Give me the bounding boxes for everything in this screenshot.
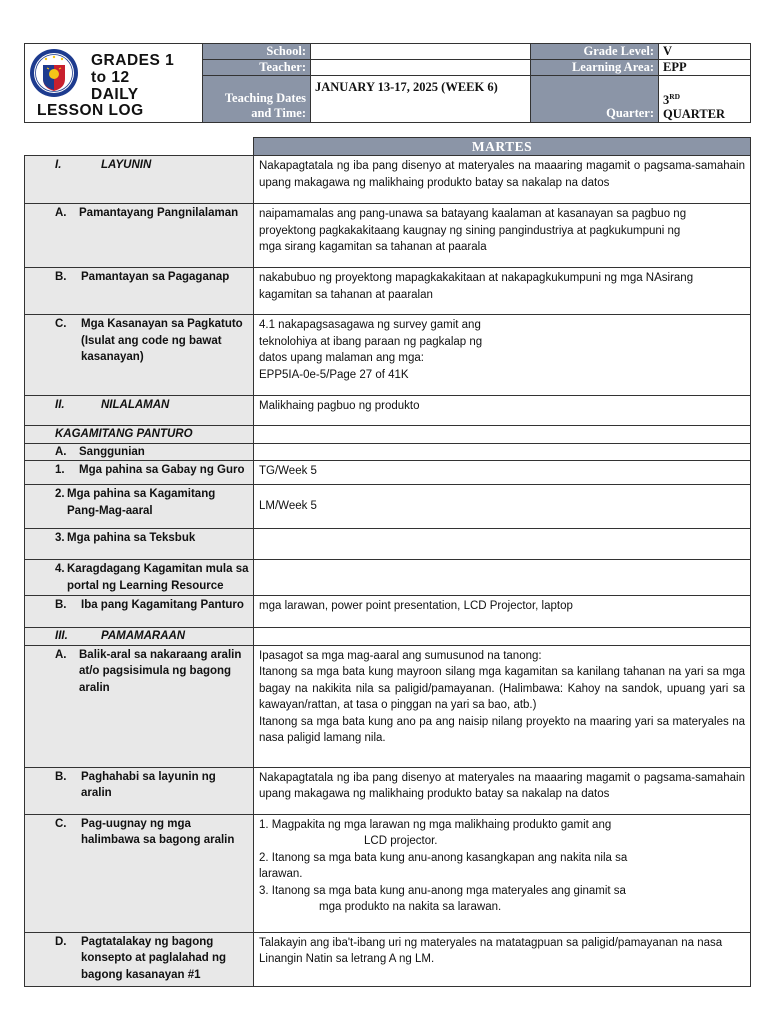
- pamamaraan-label-cell: [25, 628, 254, 646]
- item-label: Pamantayang Pangnilalaman: [79, 207, 239, 219]
- teaching-dates-value[interactable]: JANUARY 13-17, 2025 (WEEK 6): [311, 76, 531, 123]
- teacher-field[interactable]: [311, 60, 531, 76]
- pag-uugnay-label-cell: [25, 814, 254, 932]
- list-item: 1. Magpakita ng mga larawan ng mga malikhaing produkto gamit ang: [259, 818, 612, 831]
- teksbuk-label-cell: [25, 529, 254, 560]
- pangnilalaman-label-cell: [25, 204, 254, 268]
- item-label: Mga Kasanayan sa Pagkatuto (Isulat ang code ng bawat kasanayan): [81, 318, 243, 363]
- logo-title-cell: [25, 44, 203, 123]
- layunin-content[interactable]: Nakapagtatala ng iba pang disenyo at materyales na maaaring magamit o pagsama-samahain upang makagawa ng malikhaing produkto batay sa nakalap na datos: [254, 156, 751, 204]
- item-label: Pamantayan sa Pagaganap: [81, 271, 230, 283]
- grade-level-value[interactable]: V: [659, 44, 751, 60]
- deped-seal-icon: [29, 48, 79, 98]
- content-line: 4.1 nakapagsasagawa ng survey gamit ang: [259, 319, 481, 331]
- quarter-label: Quarter:: [531, 76, 659, 123]
- list-item: 2. Itanong sa mga bata kung anu-anong kasangkapan ang nakita nila sa: [259, 851, 628, 864]
- paghahabi-content[interactable]: Nakapagtatala ng iba pang disenyo at materyales na maaaring magamit o pagsama-samahain upang makagawa ng malikhaing produkto batay sa nakalap na datos: [254, 767, 751, 814]
- table-row: [25, 396, 751, 426]
- item-label: Sanggunian: [79, 445, 145, 458]
- section-number: III.: [55, 630, 68, 642]
- content-line: EPP5IA-0e-5/Page 27 of 41K: [259, 368, 409, 381]
- pangnilalaman-content[interactable]: [254, 204, 751, 268]
- content-paragraph: Itanong sa mga bata kung mayroon silang mga kagamitan sa kanilang tahanan na yari sa mga bagay na nakikita nila sa paligid/pamayanan. (Halimbawa: Kahoy na sandok, upuang yari sa kawayan/rattan, at tasa o pinggan na yari sa bao, atb.): [259, 666, 745, 711]
- quarter-word: QUARTER: [663, 107, 726, 121]
- item-label: Balik-aral sa nakaraang aralin at/o pagsisimula ng bagong aralin: [79, 648, 242, 694]
- lesson-log-title: GRADES 1 to 12 DAILY: [91, 52, 175, 103]
- table-row: [25, 767, 751, 814]
- quarter-number: 3: [663, 93, 670, 107]
- pagganap-label-cell: [25, 268, 254, 315]
- kasanayan-label-cell: [25, 315, 254, 396]
- table-row: [25, 932, 751, 986]
- item-label: Karagdagang Kagamitan mula sa portal ng Learning Resource: [67, 563, 249, 592]
- teaching-dates-label-line1: Teaching Dates: [224, 91, 306, 105]
- teaching-dates-label-line2: and Time:: [251, 106, 306, 120]
- item-number: 3.: [55, 532, 65, 544]
- karagdagang-label-cell: [25, 560, 254, 596]
- item-letter: B.: [55, 770, 67, 783]
- teacher-label: Teacher:: [203, 60, 311, 76]
- content-paragraph: Ipasagot sa mga mag-aaral ang sumusunod na tanong:: [259, 649, 542, 662]
- content-line: mga sirang kagamitan sa tahanan at paarala: [259, 241, 487, 253]
- item-letter: A.: [55, 445, 67, 458]
- section-number: II.: [55, 399, 65, 411]
- table-row: [25, 461, 751, 485]
- gabay-guro-content[interactable]: TG/Week 5: [254, 461, 751, 485]
- content-line: datos upang malaman ang mga:: [259, 352, 424, 364]
- layunin-label-cell: [25, 156, 254, 204]
- table-row: [25, 204, 751, 268]
- header-table: [24, 43, 751, 123]
- item-letter: C.: [55, 817, 67, 830]
- balik-aral-label-cell: [25, 645, 254, 767]
- list-item-continuation: mga produkto na nakita sa larawan.: [319, 901, 502, 913]
- item-label: Pag-uugnay ng mga halimbawa sa bagong aralin: [81, 817, 235, 846]
- item-label: Mga pahina sa Gabay ng Guro: [79, 464, 245, 476]
- quarter-suffix: RD: [669, 91, 681, 101]
- section-number: I.: [55, 159, 62, 171]
- lesson-log-title-last: LESSON LOG: [37, 102, 144, 119]
- item-label: Mga pahina sa Kagamitang Pang-Mag-aaral: [67, 488, 216, 517]
- quarter-value[interactable]: [659, 76, 751, 123]
- sanggunian-label-cell: [25, 443, 254, 461]
- item-label: Paghahabi sa layunin ng aralin: [81, 770, 216, 799]
- karagdagang-content[interactable]: [254, 560, 751, 596]
- list-item-continuation: LCD projector.: [364, 835, 438, 847]
- kagamitang-panturo-label-cell: [25, 426, 254, 444]
- list-item-continuation: larawan.: [259, 868, 303, 880]
- table-row: [25, 645, 751, 767]
- item-letter: B.: [55, 599, 67, 611]
- school-field[interactable]: [311, 44, 531, 60]
- table-row: [25, 156, 751, 204]
- pagganap-content[interactable]: nakabubuo ng proyektong mapagkakakitaan at nakapagkukumpuni ng mga NAsirang kagamitan sa tahanan at paaralan: [254, 268, 751, 315]
- learning-area-value[interactable]: EPP: [659, 60, 751, 76]
- grade-level-label: Grade Level:: [531, 44, 659, 60]
- table-row: [25, 529, 751, 560]
- section-title: KAGAMITANG PANTURO: [55, 428, 193, 440]
- item-letter: D.: [55, 935, 67, 948]
- lesson-table: [24, 137, 751, 987]
- item-letter: A.: [55, 207, 67, 219]
- kasanayan-content[interactable]: [254, 315, 751, 396]
- section-title: NILALAMAN: [101, 399, 170, 411]
- table-row: [25, 268, 751, 315]
- nilalaman-content[interactable]: Malikhaing pagbuo ng produkto: [254, 396, 751, 426]
- content-line: proyektong pagkakakitaang kaugnay ng sining pangindustriya at pagkukumpuni ng: [259, 224, 681, 237]
- item-letter: B.: [55, 271, 67, 283]
- table-row: [25, 443, 751, 461]
- learning-area-label: Learning Area:: [531, 60, 659, 76]
- content-line: teknolohiya at ibang paraan ng pagkalap ng: [259, 335, 483, 348]
- school-label: School:: [203, 44, 311, 60]
- gabay-guro-label-cell: [25, 461, 254, 485]
- item-label: Mga pahina sa Teksbuk: [67, 532, 196, 544]
- balik-aral-content[interactable]: [254, 645, 751, 767]
- teaching-dates-label: [203, 76, 311, 123]
- table-row: [25, 628, 751, 646]
- sanggunian-content[interactable]: [254, 443, 751, 461]
- table-row: [25, 485, 751, 529]
- iba-pang-kagamitan-label-cell: [25, 596, 254, 628]
- table-row: [25, 560, 751, 596]
- item-number: 2.: [55, 488, 65, 500]
- pamamaraan-content[interactable]: [254, 628, 751, 646]
- content-paragraph: Itanong sa mga bata kung ano pa ang naisip nilang proyekto na maaring yari sa materyales na nasa paligid lamang nila.: [259, 715, 745, 744]
- item-number: 4.: [55, 563, 65, 575]
- teksbuk-content[interactable]: [254, 529, 751, 560]
- blank-corner: [25, 138, 254, 156]
- table-row: [25, 315, 751, 396]
- section-title: LAYUNIN: [101, 159, 152, 171]
- item-letter: C.: [55, 318, 67, 330]
- kagamitang-mag-aaral-label-cell: [25, 485, 254, 529]
- kagamitang-mag-aaral-content[interactable]: LM/Week 5: [254, 485, 751, 529]
- iba-pang-kagamitan-content[interactable]: mga larawan, power point presentation, LCD Projector, laptop: [254, 596, 751, 628]
- kagamitang-panturo-content[interactable]: [254, 426, 751, 444]
- pagtatalakay-content[interactable]: Talakayin ang iba't-ibang uri ng materyales na matatagpuan sa paligid/pamayanan na nasa Linangin Natin sa letrang A ng LM.: [254, 932, 751, 986]
- list-item: 3. Itanong sa mga bata kung anu-anong mga materyales ang ginamit sa: [259, 884, 626, 897]
- content-line: naipamamalas ang pang-unawa sa batayang kaalaman at kasanayan sa pagbuo ng: [259, 208, 687, 220]
- item-letter: A.: [55, 648, 67, 661]
- day-heading: MARTES: [254, 138, 751, 156]
- paghahabi-label-cell: [25, 767, 254, 814]
- nilalaman-label-cell: [25, 396, 254, 426]
- section-title: PAMAMARAAN: [101, 630, 186, 642]
- pagtatalakay-label-cell: [25, 932, 254, 986]
- table-row: [25, 814, 751, 932]
- item-label: Iba pang Kagamitang Panturo: [81, 599, 244, 611]
- table-row: [25, 426, 751, 444]
- pag-uugnay-content[interactable]: [254, 814, 751, 932]
- item-label: Pagtatalakay ng bagong konsepto at paglalahad ng bagong kasanayan #1: [81, 935, 227, 981]
- table-row: [25, 596, 751, 628]
- item-number: 1.: [55, 464, 65, 476]
